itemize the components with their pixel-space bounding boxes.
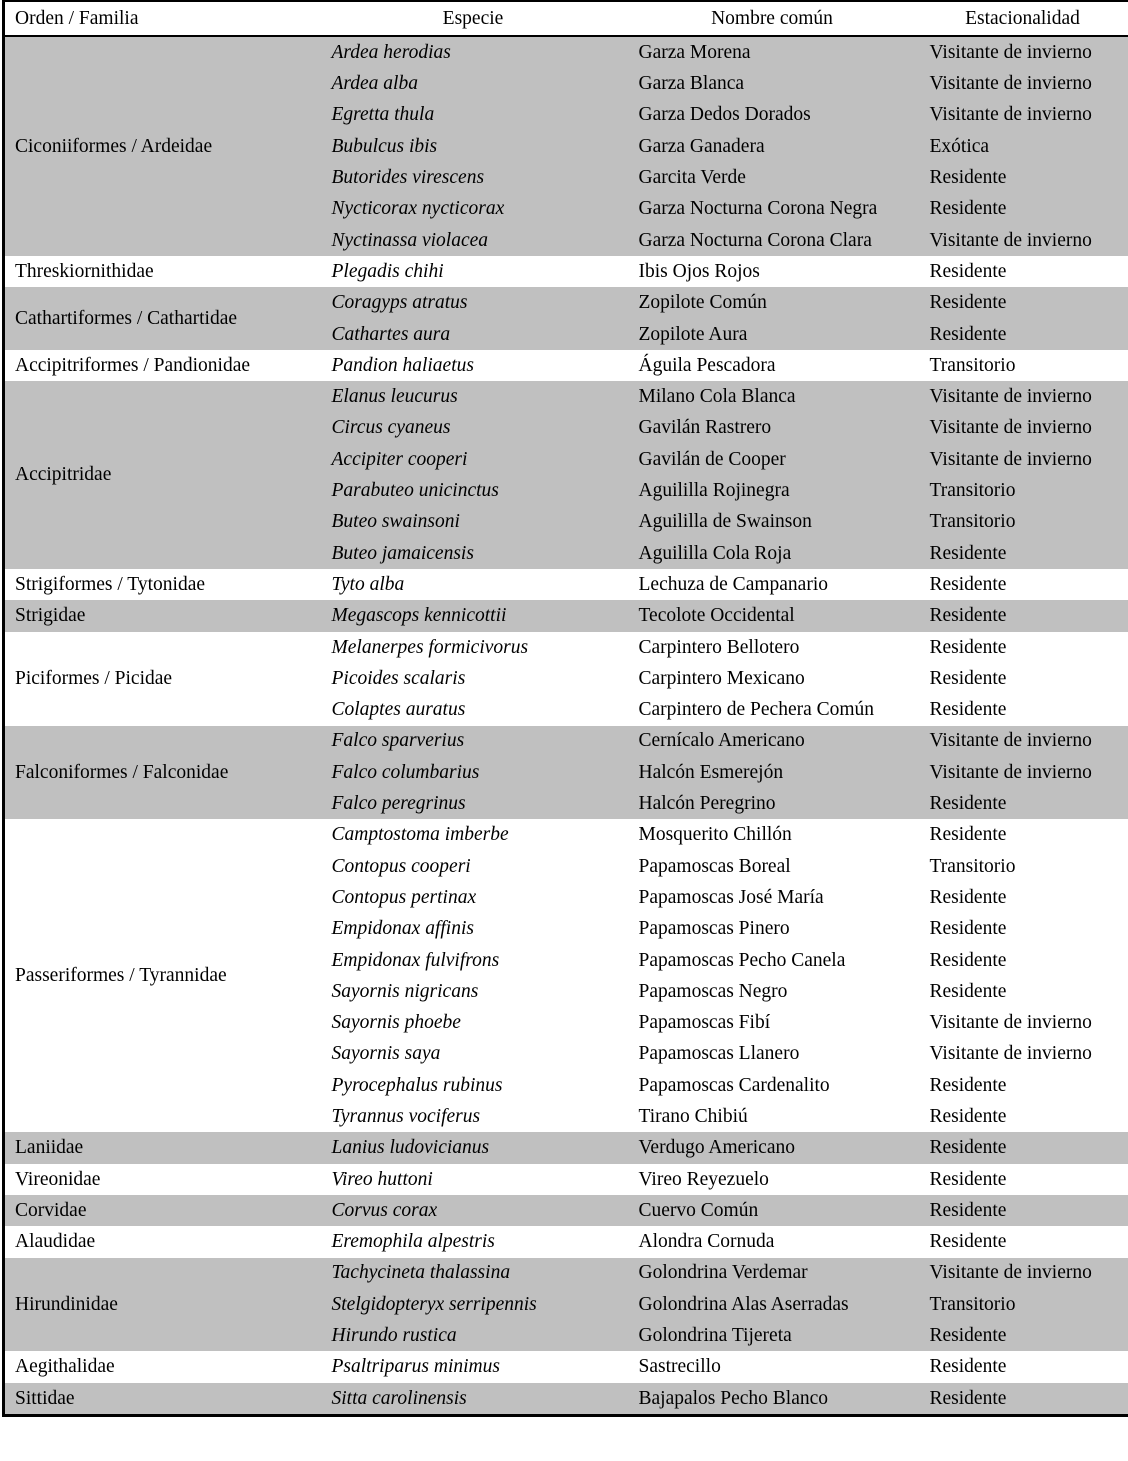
family-cell: Cathartiformes / Cathartidae bbox=[4, 287, 320, 350]
species-cell: Psaltriparus minimus bbox=[331, 1356, 500, 1378]
species-cell: Egretta thula bbox=[320, 100, 627, 131]
common-name-cell: Tecolote Occidental bbox=[627, 600, 918, 631]
species-cell: Empidonax affinis bbox=[331, 918, 474, 940]
species-cell: Elanus leucurus bbox=[320, 381, 627, 412]
table-row bbox=[4, 1226, 1128, 1257]
family-cell: Falconiformes / Falconidae bbox=[4, 726, 320, 820]
species-cell: Parabuteo unicinctus bbox=[320, 475, 627, 506]
common-name-cell: Ibis Ojos Rojos bbox=[638, 260, 760, 282]
seasonality-cell: Visitante de invierno bbox=[918, 757, 1128, 788]
seasonality-cell: Residente bbox=[929, 949, 1007, 971]
table-row bbox=[4, 1383, 1128, 1416]
seasonality-cell: Visitante de invierno bbox=[918, 68, 1128, 99]
common-name-cell: Cuervo Común bbox=[627, 1195, 918, 1226]
table-row bbox=[4, 1164, 1128, 1195]
seasonality-cell: Residente bbox=[929, 667, 1007, 689]
common-name-cell: Papamoscas Llanero bbox=[638, 1043, 800, 1065]
common-name-cell: Halcón Esmerejón bbox=[627, 757, 918, 788]
seasonality-cell: Visitante de invierno bbox=[918, 381, 1128, 412]
common-name-cell: Aguililla Rojinegra bbox=[627, 475, 918, 506]
common-name-cell: Garza Blanca bbox=[627, 68, 918, 99]
header-order-family: Orden / Familia bbox=[4, 1, 320, 36]
family-cell: Strigiformes / Tytonidae bbox=[15, 573, 206, 595]
header-seasonality: Estacionalidad bbox=[918, 1, 1128, 36]
common-name-cell: Alondra Cornuda bbox=[638, 1231, 775, 1253]
table-row bbox=[4, 36, 1128, 68]
seasonality-cell: Visitante de invierno bbox=[929, 1043, 1092, 1065]
common-name-cell: Halcón Peregrino bbox=[627, 788, 918, 819]
common-name-cell: Zopilote Común bbox=[627, 287, 918, 318]
table-body bbox=[4, 36, 1128, 1416]
common-name-cell: Papamoscas Cardenalito bbox=[638, 1074, 830, 1096]
species-cell: Falco peregrinus bbox=[320, 788, 627, 819]
species-cell: Lanius ludovicianus bbox=[320, 1132, 627, 1163]
common-name-cell: Golondrina Tijereta bbox=[627, 1320, 918, 1351]
seasonality-cell: Residente bbox=[918, 538, 1128, 569]
common-name-cell: Papamoscas José María bbox=[638, 886, 824, 908]
species-cell: Buteo swainsoni bbox=[320, 506, 627, 537]
common-name-cell: Aguililla Cola Roja bbox=[627, 538, 918, 569]
table-row bbox=[4, 569, 1128, 600]
common-name-cell: Mosquerito Chillón bbox=[638, 824, 792, 846]
family-cell: Laniidae bbox=[4, 1132, 320, 1163]
common-name-cell: Vireo Reyezuelo bbox=[638, 1168, 769, 1190]
seasonality-cell: Residente bbox=[929, 573, 1007, 595]
species-cell: Hirundo rustica bbox=[320, 1320, 627, 1351]
seasonality-cell: Residente bbox=[918, 1320, 1128, 1351]
species-cell: Tachycineta thalassina bbox=[320, 1258, 627, 1289]
species-cell: Plegadis chihi bbox=[331, 260, 444, 282]
species-cell: Buteo jamaicensis bbox=[320, 538, 627, 569]
family-cell: Piciformes / Picidae bbox=[15, 667, 173, 689]
common-name-cell: Papamoscas Pecho Canela bbox=[638, 949, 846, 971]
species-cell: Butorides virescens bbox=[320, 162, 627, 193]
species-cell: Ardea herodias bbox=[320, 36, 627, 68]
species-cell: Falco sparverius bbox=[320, 726, 627, 757]
species-cell: Tyrannus vociferus bbox=[331, 1105, 481, 1127]
common-name-cell: Garza Morena bbox=[627, 36, 918, 68]
seasonality-cell: Residente bbox=[929, 699, 1007, 721]
species-cell: Ardea alba bbox=[320, 68, 627, 99]
seasonality-cell: Residente bbox=[918, 788, 1128, 819]
seasonality-cell: Residente bbox=[918, 600, 1128, 631]
seasonality-cell: Residente bbox=[918, 287, 1128, 318]
family-cell: Hirundinidae bbox=[4, 1258, 320, 1352]
seasonality-cell: Residente bbox=[929, 1168, 1007, 1190]
common-name-cell: Aguililla de Swainson bbox=[627, 506, 918, 537]
common-name-cell: Verdugo Americano bbox=[627, 1132, 918, 1163]
species-cell: Pyrocephalus rubinus bbox=[331, 1074, 503, 1096]
common-name-cell: Carpintero Bellotero bbox=[638, 636, 800, 658]
seasonality-cell: Visitante de invierno bbox=[918, 1258, 1128, 1289]
family-cell: Ciconiiformes / Ardeidae bbox=[4, 36, 320, 256]
seasonality-cell: Residente bbox=[929, 1231, 1007, 1253]
seasonality-cell: Transitorio bbox=[918, 1289, 1128, 1320]
common-name-cell: Águila Pescadora bbox=[638, 354, 776, 376]
species-cell: Empidonax fulvifrons bbox=[331, 949, 500, 971]
seasonality-cell: Visitante de invierno bbox=[929, 1012, 1092, 1034]
seasonality-cell: Residente bbox=[918, 1195, 1128, 1226]
common-name-cell: Golondrina Alas Aserradas bbox=[627, 1289, 918, 1320]
family-cell: Alaudidae bbox=[15, 1231, 96, 1253]
table-row bbox=[4, 1351, 1128, 1382]
seasonality-cell: Visitante de invierno bbox=[918, 444, 1128, 475]
seasonality-cell: Residente bbox=[918, 193, 1128, 224]
species-cell: Megascops kennicottii bbox=[320, 600, 627, 631]
seasonality-cell: Visitante de invierno bbox=[918, 726, 1128, 757]
common-name-cell: Papamoscas Negro bbox=[638, 980, 788, 1002]
species-cell: Bubulcus ibis bbox=[320, 131, 627, 162]
seasonality-cell: Residente bbox=[929, 980, 1007, 1002]
seasonality-cell: Residente bbox=[918, 1383, 1128, 1416]
family-cell: Sittidae bbox=[4, 1383, 320, 1416]
common-name-cell: Sastrecillo bbox=[638, 1356, 721, 1378]
species-cell: Eremophila alpestris bbox=[331, 1231, 495, 1253]
species-cell: Cathartes aura bbox=[320, 319, 627, 350]
species-cell: Pandion haliaetus bbox=[331, 354, 474, 376]
species-cell: Circus cyaneus bbox=[320, 413, 627, 444]
common-name-cell: Garza Ganadera bbox=[627, 131, 918, 162]
common-name-cell: Carpintero de Pechera Común bbox=[638, 699, 875, 721]
species-cell: Camptostoma imberbe bbox=[331, 824, 509, 846]
table-row bbox=[4, 726, 1128, 757]
seasonality-cell: Residente bbox=[929, 824, 1007, 846]
species-cell: Nycticorax nycticorax bbox=[320, 193, 627, 224]
seasonality-cell: Visitante de invierno bbox=[918, 413, 1128, 444]
seasonality-cell: Visitante de invierno bbox=[918, 225, 1128, 256]
table-row bbox=[4, 287, 1128, 318]
family-cell: Threskiornithidae bbox=[15, 260, 154, 282]
table-row bbox=[4, 381, 1128, 412]
species-cell: Picoides scalaris bbox=[331, 667, 466, 689]
common-name-cell: Golondrina Verdemar bbox=[627, 1258, 918, 1289]
seasonality-cell: Transitorio bbox=[929, 354, 1016, 376]
seasonality-cell: Transitorio bbox=[918, 506, 1128, 537]
species-cell: Sayornis phoebe bbox=[331, 1012, 461, 1034]
table-row bbox=[4, 600, 1128, 631]
seasonality-cell: Residente bbox=[929, 918, 1007, 940]
common-name-cell: Gavilán de Cooper bbox=[627, 444, 918, 475]
family-cell: Strigidae bbox=[4, 600, 320, 631]
common-name-cell: Gavilán Rastrero bbox=[627, 413, 918, 444]
header-species: Especie bbox=[320, 1, 627, 36]
species-cell: Corvus corax bbox=[320, 1195, 627, 1226]
species-cell: Sayornis saya bbox=[331, 1043, 441, 1065]
seasonality-cell: Residente bbox=[929, 886, 1007, 908]
species-cell: Falco columbarius bbox=[320, 757, 627, 788]
common-name-cell: Garza Dedos Dorados bbox=[627, 100, 918, 131]
species-cell: Colaptes auratus bbox=[331, 699, 466, 721]
common-name-cell: Carpintero Mexicano bbox=[638, 667, 805, 689]
header-common-name: Nombre común bbox=[627, 1, 918, 36]
seasonality-cell: Residente bbox=[929, 1074, 1007, 1096]
species-cell: Contopus pertinax bbox=[331, 886, 477, 908]
common-name-cell: Tirano Chibiú bbox=[638, 1105, 748, 1127]
seasonality-cell: Residente bbox=[929, 1356, 1007, 1378]
seasonality-cell: Visitante de invierno bbox=[918, 36, 1128, 68]
family-cell: Accipitriformes / Pandionidae bbox=[15, 354, 251, 376]
common-name-cell: Garcita Verde bbox=[627, 162, 918, 193]
species-cell: Tyto alba bbox=[331, 573, 405, 595]
table-row bbox=[4, 1258, 1128, 1289]
table-row bbox=[4, 632, 1128, 663]
table-row bbox=[4, 350, 1128, 381]
common-name-cell: Papamoscas Boreal bbox=[638, 855, 791, 877]
seasonality-cell: Residente bbox=[929, 260, 1007, 282]
header-row bbox=[4, 1, 1128, 36]
common-name-cell: Papamoscas Pinero bbox=[638, 918, 790, 940]
family-cell: Accipitridae bbox=[4, 381, 320, 569]
seasonality-cell: Exótica bbox=[918, 131, 1128, 162]
species-cell: Contopus cooperi bbox=[331, 855, 471, 877]
seasonality-cell: Visitante de invierno bbox=[918, 100, 1128, 131]
common-name-cell: Zopilote Aura bbox=[627, 319, 918, 350]
species-cell: Coragyps atratus bbox=[320, 287, 627, 318]
seasonality-cell: Transitorio bbox=[929, 855, 1016, 877]
seasonality-cell: Residente bbox=[929, 1105, 1007, 1127]
table-row bbox=[4, 1195, 1128, 1226]
seasonality-cell: Residente bbox=[918, 1132, 1128, 1163]
table-row bbox=[4, 256, 1128, 287]
species-cell: Stelgidopteryx serripennis bbox=[320, 1289, 627, 1320]
family-cell: Vireonidae bbox=[15, 1168, 101, 1190]
common-name-cell: Lechuza de Campanario bbox=[638, 573, 828, 595]
species-cell: Nyctinassa violacea bbox=[320, 225, 627, 256]
species-cell: Vireo huttoni bbox=[331, 1168, 433, 1190]
common-name-cell: Papamoscas Fibí bbox=[638, 1012, 771, 1034]
family-cell: Aegithalidae bbox=[15, 1356, 115, 1378]
species-cell: Accipiter cooperi bbox=[320, 444, 627, 475]
common-name-cell: Bajapalos Pecho Blanco bbox=[627, 1383, 918, 1416]
common-name-cell: Garza Nocturna Corona Clara bbox=[627, 225, 918, 256]
species-cell: Melanerpes formicivorus bbox=[331, 636, 529, 658]
family-cell: Passeriformes / Tyrannidae bbox=[15, 965, 227, 987]
table-row bbox=[4, 819, 1128, 850]
species-cell: Sayornis nigricans bbox=[331, 980, 479, 1002]
seasonality-cell: Transitorio bbox=[918, 475, 1128, 506]
seasonality-cell: Residente bbox=[918, 319, 1128, 350]
seasonality-cell: Residente bbox=[918, 162, 1128, 193]
species-cell: Sitta carolinensis bbox=[320, 1383, 627, 1416]
species-table bbox=[2, 0, 1128, 1417]
seasonality-cell: Residente bbox=[929, 636, 1007, 658]
family-cell: Corvidae bbox=[4, 1195, 320, 1226]
common-name-cell: Garza Nocturna Corona Negra bbox=[627, 193, 918, 224]
common-name-cell: Milano Cola Blanca bbox=[627, 381, 918, 412]
table-row bbox=[4, 1132, 1128, 1163]
common-name-cell: Cernícalo Americano bbox=[627, 726, 918, 757]
